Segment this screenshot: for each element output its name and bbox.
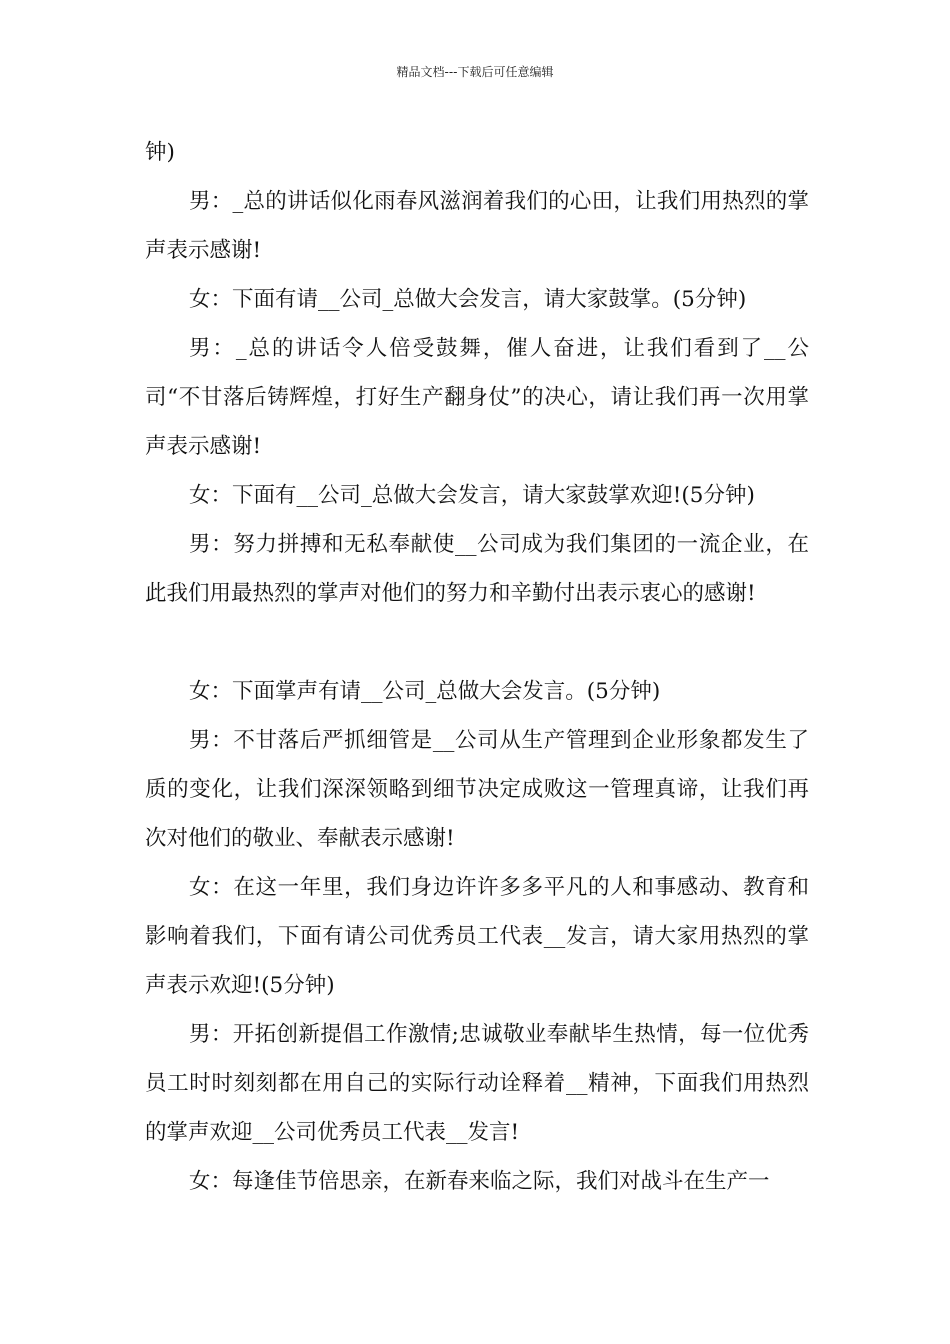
paragraph-8: 男：不甘落后严抓细管是__公司从生产管理到企业形象都发生了质的变化，让我们深深领略到细节决定成败这一管理真谛，让我们再次对他们的敬业、奉献表示感谢!	[145, 728, 809, 851]
page-header: 精品文档---下载后可任意编辑	[396, 65, 554, 79]
paragraph-spacer	[145, 618, 809, 667]
document-body	[145, 128, 809, 1206]
paragraph-11: 女：每逢佳节倍思亲，在新春来临之际，我们对战斗在生产一	[189, 1169, 770, 1194]
paragraph-9: 女：在这一年里，我们身边许许多多平凡的人和事感动、教育和影响着我们，下面有请公司优秀员工代表__发言，请大家用热烈的掌声表示欢迎!(5分钟)	[145, 875, 809, 998]
paragraph-5: 女：下面有__公司_总做大会发言，请大家鼓掌欢迎!(5分钟)	[189, 483, 755, 508]
paragraph-10: 男：开拓创新提倡工作激情;忠诚敬业奉献毕生热情，每一位优秀员工时时刻刻都在用自己的实际行动诠释着__精神，下面我们用热烈的掌声欢迎__公司优秀员工代表__发言!	[145, 1022, 809, 1145]
paragraph-3: 女：下面有请__公司_总做大会发言，请大家鼓掌。(5分钟)	[189, 287, 747, 312]
paragraph-6: 男：努力拼搏和无私奉献使__公司成为我们集团的一流企业，在此我们用最热烈的掌声对他们的努力和辛勤付出表示衷心的感谢!	[145, 532, 809, 606]
paragraph-4: 男：_总的讲话令人倍受鼓舞，催人奋进，让我们看到了__公司“不甘落后铸辉煌，打好生产翻身仗”的决心，请让我们再一次用掌声表示感谢!	[145, 336, 809, 459]
paragraph-1: 钟)	[145, 140, 175, 165]
paragraph-7: 女：下面掌声有请__公司_总做大会发言。(5分钟)	[189, 679, 661, 704]
paragraph-2: 男：_总的讲话似化雨春风滋润着我们的心田，让我们用热烈的掌声表示感谢!	[145, 189, 809, 263]
